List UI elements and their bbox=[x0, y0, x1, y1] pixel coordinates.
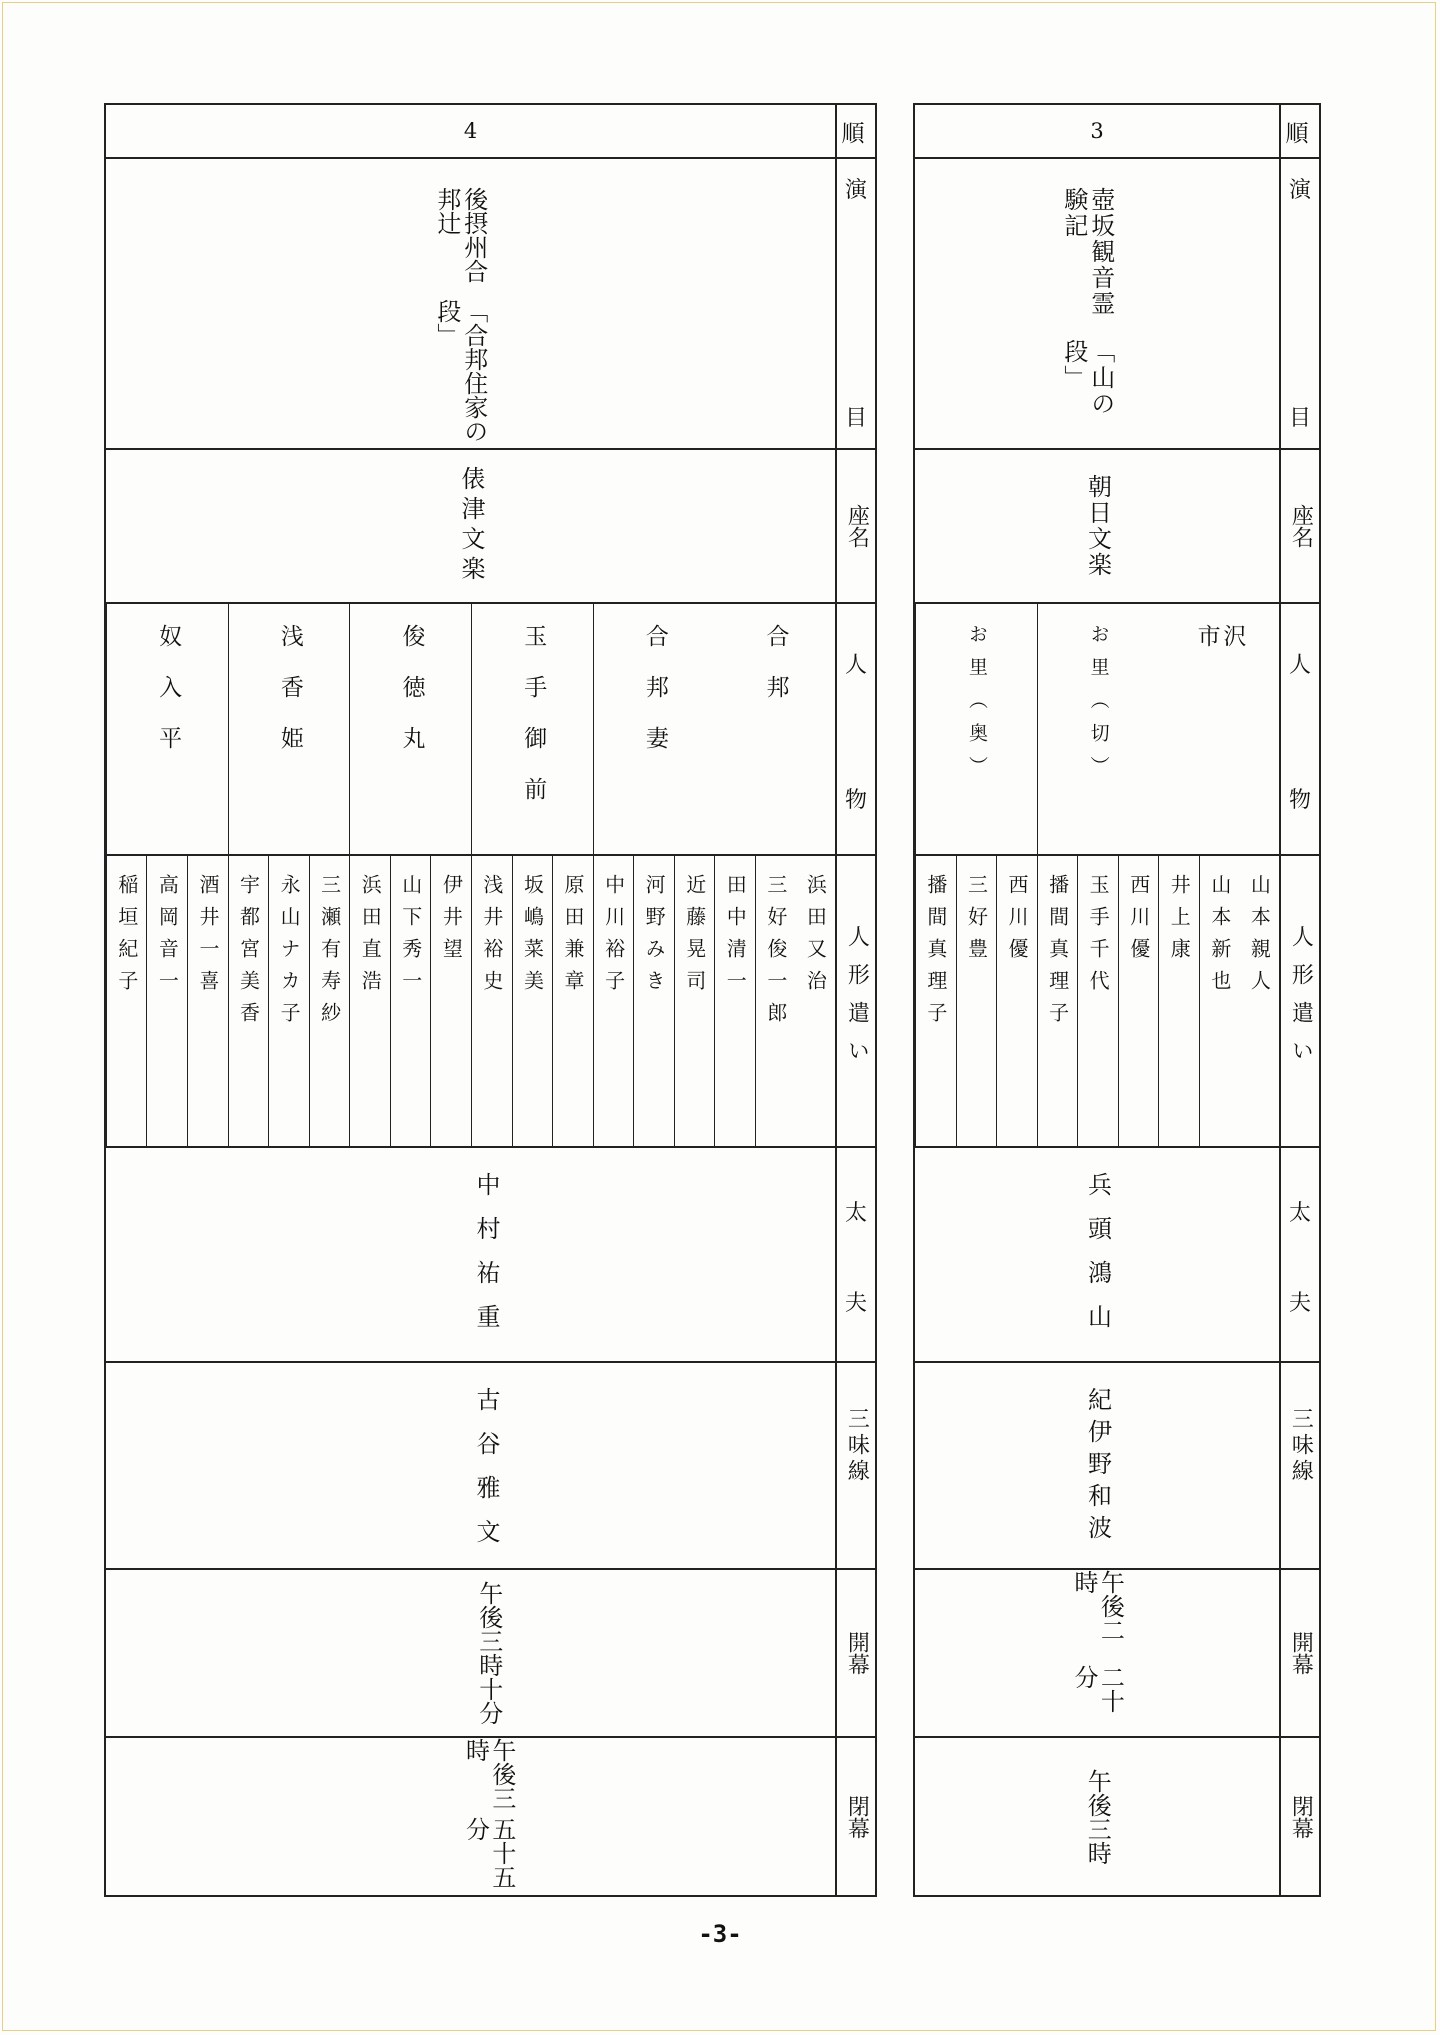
open-time: 午後三時 bbox=[474, 1581, 503, 1677]
close-time: 午後三時 bbox=[461, 1738, 516, 1810]
puppeteer-name: 山本新也 bbox=[1207, 874, 1232, 1002]
program-header-top: 演 bbox=[844, 178, 867, 203]
troupe-row bbox=[915, 448, 1319, 602]
role-name: 合邦妻 bbox=[641, 624, 668, 777]
role-name: お里（奥） bbox=[965, 624, 988, 789]
tayu-header-top: 太 bbox=[1288, 1201, 1311, 1226]
puppeteers-header: 人形遣い bbox=[1288, 925, 1314, 1077]
program-subtitle: 「合邦住家の段」 bbox=[432, 298, 488, 443]
title-row bbox=[915, 157, 1319, 448]
program-3-table bbox=[913, 103, 1321, 1897]
puppeteer-name: 近藤晃司 bbox=[682, 874, 707, 1002]
puppeteer-name: 播間真理子 bbox=[923, 874, 948, 1034]
puppeteer-name: 浜田又治 bbox=[803, 874, 828, 1002]
role-name: 俊徳丸 bbox=[398, 624, 425, 777]
puppeteer-name: 田中清一 bbox=[723, 874, 748, 1002]
close-row bbox=[915, 1736, 1319, 1895]
program-header-top: 演 bbox=[1288, 178, 1311, 203]
puppeteer-name: 西川優 bbox=[1005, 874, 1030, 970]
order-row bbox=[106, 105, 875, 157]
role-name: 浅香姫 bbox=[276, 624, 303, 777]
puppeteer-name: 山下秀一 bbox=[398, 874, 423, 1002]
program-title: 壺坂観音霊験記 bbox=[1059, 187, 1115, 317]
troupe-name: 朝日文楽 bbox=[1083, 474, 1112, 578]
puppeteer-name: 伊井望 bbox=[439, 874, 464, 970]
close-time-minutes: 五十五分 bbox=[461, 1816, 516, 1889]
puppeteers-header: 人形遣い bbox=[844, 925, 870, 1077]
shamisen-name: 紀伊野和波 bbox=[1083, 1387, 1112, 1547]
tayu-header-top: 太 bbox=[844, 1201, 867, 1226]
puppeteer-name: 玉手千代 bbox=[1086, 874, 1111, 1002]
open-row bbox=[106, 1568, 875, 1736]
puppeteer-name: 河野みき bbox=[642, 874, 667, 1002]
puppeteer-name: 酒井一喜 bbox=[195, 874, 220, 1002]
puppeteer-name: 中川裕子 bbox=[601, 874, 626, 1002]
title-row bbox=[106, 157, 875, 448]
puppeteer-name: 山本親人 bbox=[1247, 874, 1272, 1002]
program-header-bottom: 目 bbox=[844, 406, 867, 431]
roles-row bbox=[106, 602, 875, 854]
tayu-row bbox=[915, 1146, 1319, 1361]
open-time-minutes: 二十分 bbox=[1070, 1664, 1125, 1713]
open-header: 開幕 bbox=[1288, 1631, 1314, 1675]
troupe-header: 座名 bbox=[844, 504, 870, 548]
puppeteer-name: 浅井裕史 bbox=[479, 874, 504, 1002]
role-name: 玉手御前 bbox=[520, 624, 547, 828]
roles-header-bottom: 物 bbox=[1288, 788, 1311, 813]
program-number: 4 bbox=[463, 119, 478, 143]
roles-header-top: 人 bbox=[844, 653, 867, 678]
program-title: 後摂州合邦辻 bbox=[432, 187, 488, 283]
puppeteer-name: 西川優 bbox=[1126, 874, 1151, 970]
program-4-table bbox=[104, 103, 877, 1897]
close-row bbox=[106, 1736, 875, 1895]
order-row bbox=[915, 105, 1319, 157]
puppeteer-name: 稲垣紀子 bbox=[114, 874, 139, 1002]
shamisen-row bbox=[106, 1361, 875, 1568]
puppeteer-name: 井上康 bbox=[1167, 874, 1192, 970]
puppeteer-name: 高岡音一 bbox=[155, 874, 180, 1002]
open-time: 午後二時 bbox=[1070, 1570, 1125, 1642]
roles-row bbox=[915, 602, 1319, 854]
troupe-row bbox=[106, 448, 875, 602]
shamisen-name: 古谷雅文 bbox=[471, 1387, 500, 1563]
close-time: 午後三時 bbox=[1083, 1768, 1112, 1865]
troupe-header: 座名 bbox=[1288, 504, 1314, 548]
close-header: 閉幕 bbox=[844, 1794, 870, 1839]
role-name: 沢市 bbox=[1193, 624, 1246, 797]
program-header-bottom: 目 bbox=[1288, 406, 1311, 431]
program-number: 3 bbox=[1090, 119, 1104, 143]
shamisen-header: 三味線 bbox=[844, 1407, 870, 1485]
tayu-header-bottom: 夫 bbox=[844, 1291, 867, 1316]
puppeteer-name: 三好豊 bbox=[964, 874, 989, 970]
page-number: -3- bbox=[698, 1920, 742, 1948]
puppeteer-name: 三瀬有寿紗 bbox=[317, 874, 342, 1034]
puppeteer-name: 坂嶋菜美 bbox=[520, 874, 545, 1002]
open-time-minutes: 十分 bbox=[474, 1677, 503, 1725]
role-name: 奴入平 bbox=[155, 624, 182, 777]
tayu-name: 兵頭鴻山 bbox=[1083, 1172, 1112, 1348]
roles-header-bottom: 物 bbox=[844, 788, 867, 813]
shamisen-row bbox=[915, 1361, 1319, 1568]
order-header: 順 bbox=[841, 120, 871, 147]
puppeteer-name: 永山ナカ子 bbox=[277, 874, 302, 1034]
troupe-name: 俵津文楽 bbox=[456, 466, 485, 586]
open-header: 開幕 bbox=[844, 1631, 870, 1675]
puppeteers-row bbox=[915, 854, 1319, 1146]
puppeteer-name: 浜田直浩 bbox=[358, 874, 383, 1002]
open-row bbox=[915, 1568, 1319, 1736]
tayu-row bbox=[106, 1146, 875, 1361]
puppeteers-row bbox=[106, 854, 875, 1146]
close-header: 閉幕 bbox=[1288, 1794, 1314, 1839]
puppeteer-name: 三好俊一郎 bbox=[763, 874, 788, 1034]
role-name: お里（切） bbox=[1087, 624, 1110, 789]
role-name: 合邦 bbox=[762, 624, 789, 726]
tayu-header-bottom: 夫 bbox=[1288, 1291, 1311, 1316]
puppeteer-name: 宇都宮美香 bbox=[236, 874, 261, 1034]
tayu-name: 中村祐重 bbox=[471, 1172, 500, 1348]
roles-header-top: 人 bbox=[1288, 653, 1311, 678]
puppeteer-name: 原田兼章 bbox=[561, 874, 586, 1002]
shamisen-header: 三味線 bbox=[1288, 1407, 1314, 1485]
puppeteer-name: 播間真理子 bbox=[1045, 874, 1070, 1034]
program-subtitle: 「山の段」 bbox=[1059, 339, 1115, 418]
order-header: 順 bbox=[1285, 120, 1315, 147]
